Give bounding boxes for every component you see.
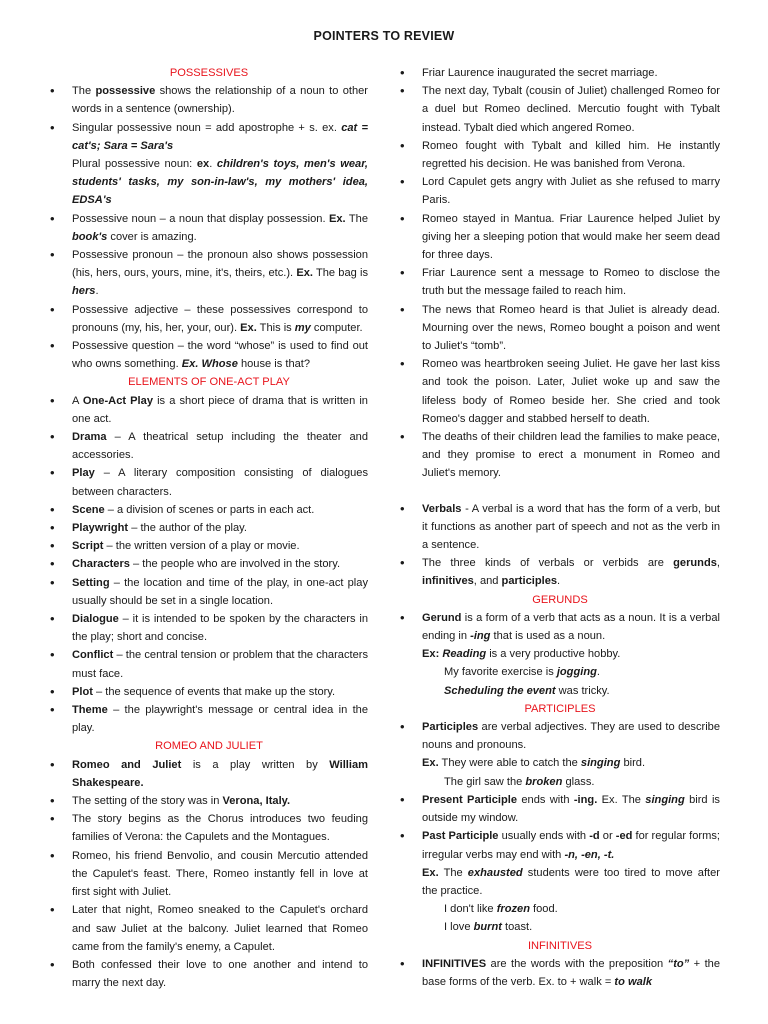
list-item: • Both confessed their love to one another and intend to marry the next day. [50, 956, 368, 992]
list-item: • Romeo fought with Tybalt and killed him. He instantly regretted his decision. He was banished from Verona. [400, 137, 720, 173]
list-item: • A One-Act Play is a short piece of drama that is written in one act. [50, 392, 368, 428]
list-item: • Script – the written version of a play or movie. [50, 537, 368, 555]
list-item-continuation: Plural possessive noun: ex. children's toys, men's wear, students' tasks, my son-in-law's, my mothers' idea, EDSA's [72, 158, 368, 207]
example-line: Ex: Reading is a very productive hobby. [422, 648, 621, 661]
list-item: • Romeo was heartbroken seeing Juliet. He gave her last kiss and took the poison. Later, Juliet woke up and saw the lifeless body of Romeo beside her. She cried and took Romeo's dagger and stabbed herself to death. [400, 355, 720, 428]
list-item: • Scene – a division of scenes or parts in each act. [50, 501, 368, 519]
heading-romeo-and-juliet: ROMEO AND JULIET [155, 740, 263, 753]
list-item: • The three kinds of verbals or verbids are gerunds, infinitives, and participles. [400, 554, 720, 590]
right-column [400, 64, 720, 991]
list-item: • The next day, Tybalt (cousin of Juliet) challenged Romeo for a duel but Romeo declined. Mercutio fought with Tybalt instead. Tybalt died which angered Romeo. [400, 82, 720, 137]
example-line: Scheduling the event was tricky. [444, 684, 610, 697]
list-item: • The possessive shows the relationship of a noun to other words in a sentence (ownership). [50, 82, 368, 118]
list-item: • Singular possessive noun = add apostrophe + s. ex. cat = cat's; Sara = Sara's [50, 119, 368, 155]
list-item: • INFINITIVES are the words with the preposition “to” + the base forms of the verb. Ex. to + walk = to walk [400, 955, 720, 991]
heading-participles: PARTICIPLES [524, 702, 596, 715]
list-item: • Romeo stayed in Mantua. Friar Laurence helped Juliet by giving her a sleeping potion that would make her seem dead for three days. [400, 210, 720, 265]
heading-infinitives: INFINITIVES [527, 939, 593, 952]
list-item: • Romeo and Juliet is a play written by William Shakespeare. [50, 756, 368, 792]
list-item: • Characters – the people who are involved in the story. [50, 555, 368, 573]
list-item: • Possessive question – the word “whose” is used to find out who owns something. Ex. Whose house is that? [50, 337, 368, 373]
example-line: I love burnt toast. [444, 921, 533, 934]
heading-possessives: POSSESSIVES [169, 67, 249, 79]
list-item: • Setting – the location and time of the play, in one-act play usually should be set in a single location. [50, 574, 368, 610]
example-line: Ex. They were able to catch the singing bird. [422, 757, 646, 770]
list-item: • Drama – A theatrical setup including the theater and accessories. [50, 428, 368, 464]
list-item: • Possessive noun – a noun that display possession. Ex. The book's cover is amazing. [50, 210, 368, 246]
spacer [400, 483, 720, 500]
list-item: • Playwright – the author of the play. [50, 519, 368, 537]
list-item: • The story begins as the Chorus introduces two feuding families of Verona: the Capulets and the Montagues. [50, 810, 368, 846]
list-item: • Romeo, his friend Benvolio, and cousin Mercutio attended the Capulet's feast. There, Romeo instantly fell in love at first sight with Juliet. [50, 847, 368, 902]
list-item: • Friar Laurence inaugurated the secret marriage. [400, 64, 720, 82]
list-item: • Plot – the sequence of events that make up the story. [50, 683, 368, 701]
list-item: • Participles are verbal adjectives. They are used to describe nouns and pronouns. [400, 718, 720, 754]
list-item: • The news that Romeo heard is that Juliet is already dead. Mourning over the news, Romeo bought a poison and went to Juliet's “tomb”. [400, 301, 720, 356]
list-item: • Dialogue – it is intended to be spoken by the characters in the play; short and concise. [50, 610, 368, 646]
page-title: POINTERS TO REVIEW [313, 29, 455, 43]
list-item: • Lord Capulet gets angry with Juliet as she refused to marry Paris. [400, 173, 720, 209]
example-line: My favorite exercise is jogging. [444, 666, 600, 679]
list-item: • The deaths of their children lead the families to make peace, and they promise to erect a monument in Romeo and Juliet's memory. [400, 428, 720, 483]
heading-gerunds: GERUNDS [532, 593, 588, 606]
list-item: • Later that night, Romeo sneaked to the Capulet's orchard and saw Juliet at the balcony. Juliet learned that Romeo came from the family's enemy, a Capulet. [50, 901, 368, 956]
list-item: • Past Participle usually ends with -d or -ed for regular forms; irregular verbs may end with -n, -en, -t. [400, 827, 720, 863]
example-line: The girl saw the broken glass. [444, 775, 595, 788]
example-line: Ex. The exhausted students were too tired to move after the practice. [422, 866, 720, 897]
list-item: • Verbals - A verbal is a word that has the form of a verb, but it functions as another part of speech and not as the verb in a sentence. [400, 500, 720, 555]
list-item: • Conflict – the central tension or problem that the characters must face. [50, 646, 368, 682]
list-item: • Friar Laurence sent a message to Romeo to disclose the truth but the message failed to reach him. [400, 264, 720, 300]
list-item: • Gerund is a form of a verb that acts as a noun. It is a verbal ending in -ing that is used as a noun. [400, 609, 720, 645]
list-item: • The setting of the story was in Verona, Italy. [50, 792, 368, 810]
list-item: • Possessive pronoun – the pronoun also shows possession (his, hers, ours, yours, mine, it's, theirs, etc.). Ex. The bag is hers. [50, 246, 368, 301]
list-item: • Play – A literary composition consisting of dialogues between characters. [50, 464, 368, 500]
heading-elements-of-one-act-play: ELEMENTS OF ONE-ACT PLAY [128, 376, 290, 389]
left-column [50, 64, 368, 992]
list-item: • Theme – the playwright's message or central idea in the play. [50, 701, 368, 737]
list-item: • Present Participle ends with -ing. Ex. The singing bird is outside my window. [400, 791, 720, 827]
example-line: I don't like frozen food. [444, 903, 558, 916]
list-item: • Possessive adjective – these possessives correspond to pronouns (my, his, her, your, our). Ex. This is my computer. [50, 301, 368, 337]
